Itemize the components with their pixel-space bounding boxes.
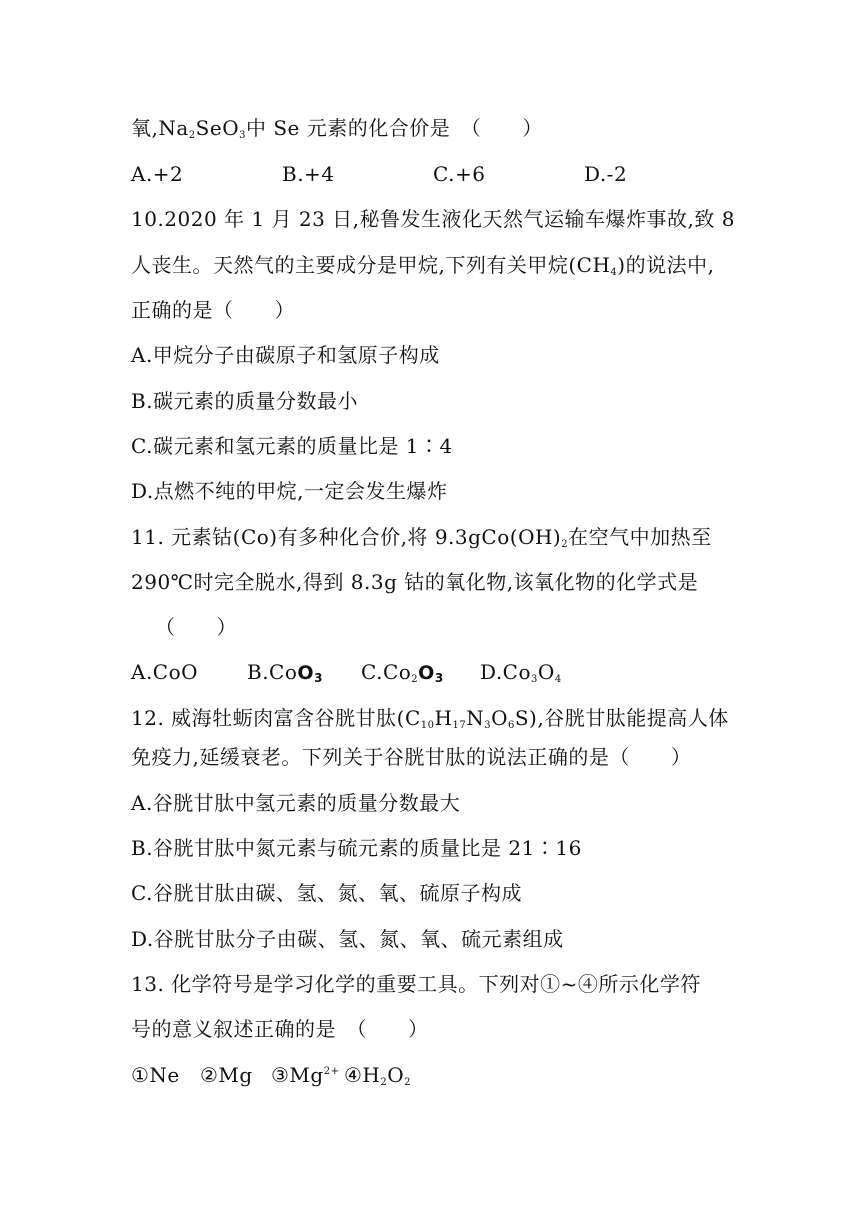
q9-option-c: C.+6 <box>433 162 486 186</box>
subscript: 4 <box>610 267 618 278</box>
subscript: 3 <box>239 130 246 141</box>
subscript: 2 <box>411 674 419 685</box>
text: O <box>491 706 508 730</box>
q11-option-c <box>361 659 444 686</box>
q11-stem-line3: （ ） <box>155 615 237 639</box>
q11-option-a: A.CoO <box>131 660 199 684</box>
text: O <box>297 662 315 684</box>
subscript: 6 <box>507 720 515 731</box>
text: C.Co <box>361 660 412 684</box>
text: H <box>434 706 453 730</box>
q12-stem-line1 <box>131 705 729 731</box>
q13-stem-line2: 号的意义叙述正确的是 （ ） <box>131 1017 429 1041</box>
subscript: 2 <box>188 130 196 141</box>
formula: SeO <box>195 116 240 140</box>
q10-stem-line3: 正确的是（ ） <box>131 298 295 322</box>
q13-symbols <box>131 1062 431 1088</box>
subscript: 3 <box>531 674 538 685</box>
q11-option-d <box>480 659 562 685</box>
subscript: 17 <box>452 720 467 731</box>
text: D.Co <box>480 660 532 684</box>
text: 中 Se 元素的化合价是 （ ） <box>245 116 543 140</box>
q11-options <box>131 659 591 685</box>
text: 11. 元素钴(Co)有多种化合价,将 9.3gCo(OH) <box>131 525 562 549</box>
superscript: 2+ <box>323 1066 340 1077</box>
q11-option-b <box>247 659 323 686</box>
text: 人丧生。天然气的主要成分是甲烷,下列有关甲烷(CH <box>131 253 611 277</box>
q11-stem-line2: 290℃时完全脱水,得到 8.3g 钴的氧化物,该氧化物的化学式是 <box>131 570 699 594</box>
text: ③Mg <box>271 1063 324 1087</box>
q9-options <box>131 161 651 187</box>
text: B.Co <box>247 660 298 684</box>
subscript: 3 <box>314 671 323 685</box>
subscript: 4 <box>554 674 562 685</box>
q13-item-1: ①Ne <box>131 1063 180 1087</box>
q13-item-2: ②Mg <box>200 1063 253 1087</box>
q11-stem-line1 <box>131 524 712 550</box>
text: N <box>466 706 485 730</box>
subscript: 10 <box>420 720 435 731</box>
formula-bold <box>418 662 444 684</box>
subscript: 2 <box>404 1077 412 1088</box>
text: 在空气中加热至 <box>568 525 712 549</box>
q12-stem-line2: 免疫力,延缓衰老。下列关于谷胱甘肽的说法正确的是（ ） <box>131 745 692 769</box>
subscript: 3 <box>484 720 492 731</box>
q12-option-b: B.谷胱甘肽中氮元素与硫元素的质量比是 21∶16 <box>131 836 582 860</box>
q10-stem-line1: 10.2020 年 1 月 23 日,秘鲁发生液化天然气运输车爆炸事故,致 8 <box>131 207 735 231</box>
q9-stem-line <box>131 115 543 141</box>
text: O <box>418 662 435 684</box>
q12-option-c: C.谷胱甘肽由碳、氢、氮、氧、硫原子构成 <box>131 881 522 905</box>
q10-option-a: A.甲烷分子由碳原子和氢原子构成 <box>131 343 440 367</box>
text: O <box>537 660 555 684</box>
text: 氧, <box>131 116 159 140</box>
subscript: 3 <box>434 671 444 685</box>
q9-option-a: A.+2 <box>131 162 184 186</box>
q13-stem-line1: 13. 化学符号是学习化学的重要工具。下列对①~④所示化学符 <box>131 972 701 996</box>
q13-item-4 <box>344 1062 411 1088</box>
q12-option-d: D.谷胱甘肽分子由碳、氢、氮、氧、硫元素组成 <box>131 927 564 951</box>
subscript: 2 <box>380 1077 388 1088</box>
text: S),谷胱甘肽能提高人体 <box>514 706 729 730</box>
q13-item-3 <box>271 1062 339 1088</box>
subscript: 2 <box>561 539 569 550</box>
text: 12. 威海牡蛎肉富含谷胱甘肽(C <box>131 706 421 730</box>
text: O <box>387 1063 405 1087</box>
q9-option-b: B.+4 <box>282 162 335 186</box>
q10-option-d: D.点燃不纯的甲烷,一定会发生爆炸 <box>131 479 448 503</box>
text: ④H <box>344 1063 381 1087</box>
q10-option-c: C.碳元素和氢元素的质量比是 1∶4 <box>131 434 453 458</box>
q12-option-a: A.谷胱甘肽中氢元素的质量分数最大 <box>131 791 461 815</box>
formula: Na <box>158 116 189 140</box>
q10-stem-line2 <box>131 252 714 278</box>
q9-option-d: D.-2 <box>584 162 628 186</box>
formula-bold <box>297 662 323 684</box>
text: )的说法中, <box>617 253 715 277</box>
q10-option-b: B.碳元素的质量分数最小 <box>131 389 359 413</box>
